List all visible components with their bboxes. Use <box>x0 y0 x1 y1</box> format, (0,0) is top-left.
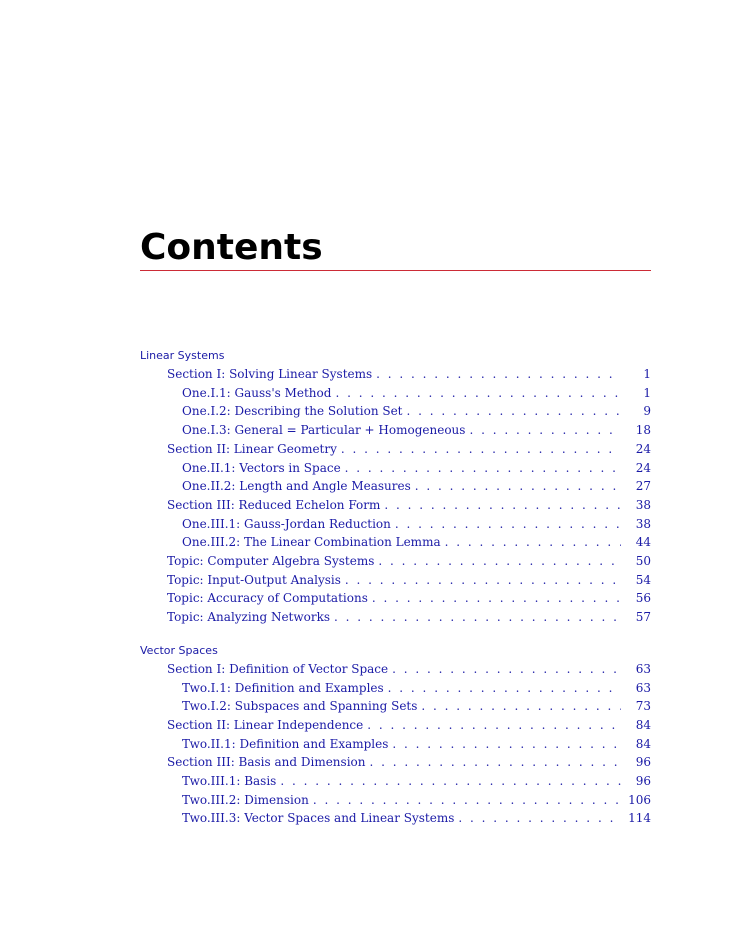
dot-leader <box>445 533 621 552</box>
toc-page-number[interactable]: 57 <box>635 610 651 625</box>
dot-leader <box>392 735 621 754</box>
table-of-contents <box>140 346 651 828</box>
toc-entry-label[interactable]: Topic: Input-Output Analysis <box>167 572 341 587</box>
dot-leader <box>415 477 621 496</box>
toc-page-number[interactable]: 84 <box>635 736 651 751</box>
dot-leader <box>407 402 622 421</box>
toc-page-number[interactable]: 24 <box>635 460 651 475</box>
toc-entry-label[interactable]: Topic: Accuracy of Computations <box>167 591 368 606</box>
toc-entry-label[interactable]: One.II.2: Length and Angle Measures <box>182 479 411 494</box>
toc-part-heading[interactable]: Linear Systems <box>140 349 225 362</box>
toc-subsection-entry[interactable] <box>140 772 651 791</box>
toc-entry-label[interactable]: Section III: Reduced Echelon Form <box>167 497 381 512</box>
toc-page-number[interactable]: 84 <box>635 717 651 732</box>
toc-entry-label[interactable]: Section III: Basis and Dimension <box>167 755 366 770</box>
dot-leader <box>392 660 621 679</box>
toc-subsection-entry[interactable] <box>140 533 651 552</box>
toc-entry-label[interactable]: Two.II.1: Definition and Examples <box>182 736 389 751</box>
toc-entry-label[interactable]: Topic: Analyzing Networks <box>167 610 331 625</box>
toc-entry-label[interactable]: One.II.1: Vectors in Space <box>182 460 341 475</box>
dot-leader <box>388 679 621 698</box>
toc-subsection-entry[interactable] <box>140 402 651 421</box>
dot-leader <box>395 515 621 534</box>
toc-entry-label[interactable]: Two.III.2: Dimension <box>182 792 309 807</box>
dot-leader <box>345 459 621 478</box>
toc-section-entry[interactable] <box>140 660 651 679</box>
toc-entry-label[interactable]: Section II: Linear Independence <box>167 717 364 732</box>
title-rule <box>140 270 651 271</box>
toc-page-number[interactable]: 96 <box>635 755 651 770</box>
toc-page-number[interactable]: 54 <box>635 572 651 587</box>
dot-leader <box>384 496 621 515</box>
toc-entry-label[interactable]: Section I: Solving Linear Systems <box>167 367 373 381</box>
toc-page-number[interactable]: 38 <box>635 497 651 512</box>
toc-section-entry[interactable] <box>140 496 651 515</box>
dot-leader <box>367 716 621 735</box>
toc-page-number[interactable]: 73 <box>635 699 651 714</box>
dot-leader <box>313 791 621 810</box>
toc-page-number[interactable]: 63 <box>635 661 651 676</box>
toc-subsection-entry[interactable] <box>140 477 651 496</box>
toc-part-heading[interactable]: Vector Spaces <box>140 643 218 657</box>
toc-section-entry[interactable] <box>140 440 651 459</box>
toc-subsection-entry[interactable] <box>140 697 651 716</box>
toc-subsection-entry[interactable] <box>140 515 651 534</box>
toc-page-number[interactable]: 96 <box>635 774 651 789</box>
toc-page-number[interactable]: 1 <box>643 385 651 400</box>
page-title: Contents <box>140 227 323 268</box>
dot-leader <box>469 421 621 440</box>
dot-leader <box>341 440 621 459</box>
toc-subsection-entry[interactable] <box>140 384 651 403</box>
toc-entry-label[interactable]: Two.III.1: Basis <box>182 774 277 789</box>
toc-entry-label[interactable]: Two.III.3: Vector Spaces and Linear Systems <box>182 811 455 826</box>
toc-section-entry[interactable] <box>140 365 651 384</box>
toc-entry-label[interactable]: One.I.1: Gauss's Method <box>182 385 332 400</box>
dot-leader <box>345 571 621 590</box>
toc-page-number[interactable]: 38 <box>635 516 651 531</box>
toc-page-number[interactable]: 9 <box>643 404 651 419</box>
toc-section-entry[interactable] <box>140 571 651 590</box>
toc-page-number[interactable]: 18 <box>635 423 651 438</box>
dot-leader <box>421 697 621 716</box>
toc-entry-label[interactable]: Two.I.2: Subspaces and Spanning Sets <box>182 699 418 714</box>
dot-leader <box>334 608 621 627</box>
toc-page-number[interactable]: 1 <box>643 367 651 381</box>
toc-page-number[interactable]: 106 <box>628 792 651 807</box>
toc-subsection-entry[interactable] <box>140 679 651 698</box>
toc-entry-label[interactable]: Topic: Computer Algebra Systems <box>167 554 375 569</box>
dot-leader <box>370 753 622 772</box>
toc-subsection-entry[interactable] <box>140 809 651 828</box>
toc-entry-label[interactable]: Section II: Linear Geometry <box>167 441 337 456</box>
toc-page-number[interactable]: 50 <box>635 554 651 569</box>
toc-entry-label[interactable]: One.III.1: Gauss-Jordan Reduction <box>182 516 391 531</box>
toc-subsection-entry[interactable] <box>140 459 651 478</box>
toc-page-number[interactable]: 24 <box>635 441 651 456</box>
toc-page-number[interactable]: 63 <box>635 680 651 695</box>
dot-leader <box>378 552 621 571</box>
toc-page-number[interactable]: 56 <box>635 591 651 606</box>
dot-leader <box>280 772 621 791</box>
toc-section-entry[interactable] <box>140 608 651 627</box>
toc-section-entry[interactable] <box>140 552 651 571</box>
toc-entry-label[interactable]: One.I.2: Describing the Solution Set <box>182 404 403 419</box>
toc-section-entry[interactable] <box>140 589 651 608</box>
dot-leader <box>372 589 621 608</box>
toc-page-number[interactable]: 27 <box>635 479 651 494</box>
toc-section-entry[interactable] <box>140 716 651 735</box>
dot-leader <box>458 809 621 828</box>
toc-page-number[interactable]: 114 <box>628 811 651 826</box>
toc-entry-label[interactable]: Two.I.1: Definition and Examples <box>182 680 384 695</box>
dot-leader <box>335 384 621 403</box>
toc-subsection-entry[interactable] <box>140 735 651 754</box>
dot-leader <box>376 365 621 384</box>
toc-section-entry[interactable] <box>140 753 651 772</box>
toc-subsection-entry[interactable] <box>140 791 651 810</box>
toc-subsection-entry[interactable] <box>140 421 651 440</box>
toc-entry-label[interactable]: One.I.3: General = Particular + Homogeneous <box>182 423 466 438</box>
toc-page-number[interactable]: 44 <box>635 535 651 550</box>
toc-entry-label[interactable]: Section I: Definition of Vector Space <box>167 661 389 676</box>
toc-entry-label[interactable]: One.III.2: The Linear Combination Lemma <box>182 535 441 550</box>
